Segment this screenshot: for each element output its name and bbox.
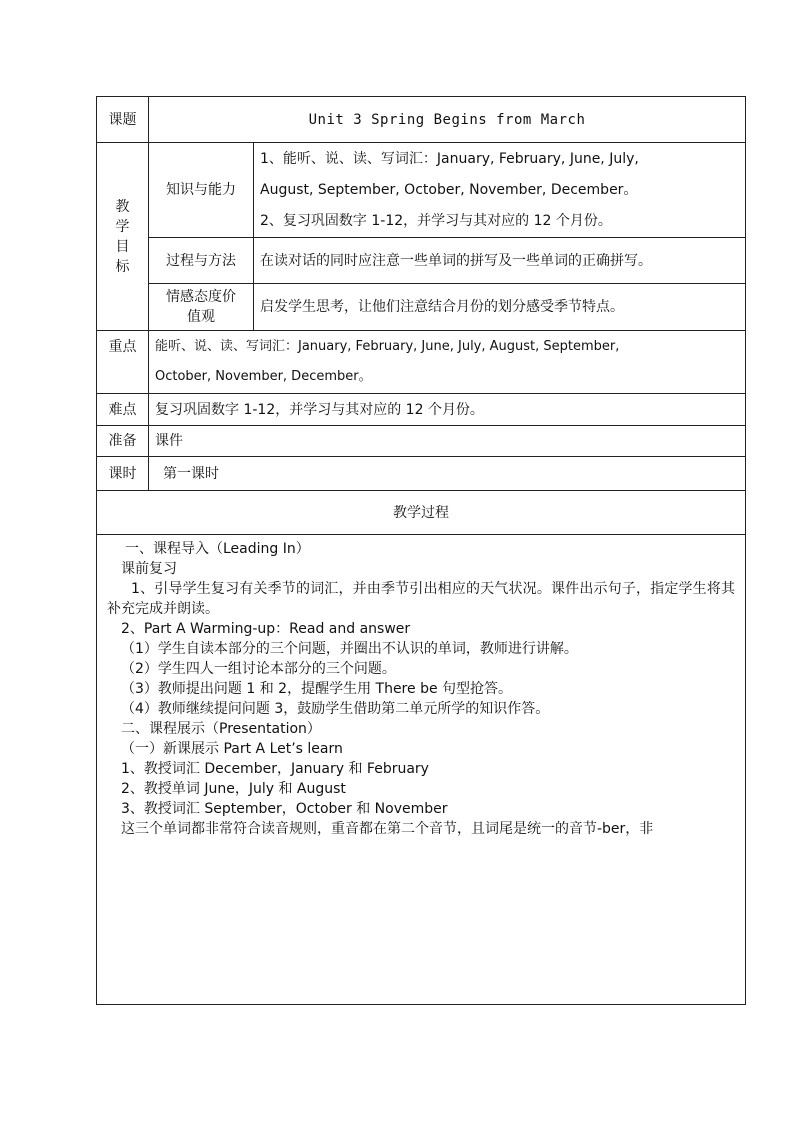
knowledge-content	[254, 143, 746, 238]
goals-char: 教	[115, 198, 130, 215]
knowledge-line: 1、能听、说、读、写词汇：January, February, June, July,	[260, 150, 639, 167]
key-content	[149, 331, 746, 394]
goals-char: 标	[115, 258, 130, 275]
procedure-header-row	[97, 491, 746, 535]
process-label: 过程与方法	[149, 238, 254, 284]
procedure-line: （3）教师提出问题 1 和 2，提醒学生用 There be 句型抢答。	[121, 681, 513, 697]
procedure-line: （1）学生自读本部分的三个问题，并圈出不认识的单词，教师进行讲解。	[121, 641, 578, 657]
emotion-label-line: 情感态度价	[166, 289, 236, 305]
key-label: 重点	[97, 331, 149, 394]
lesson-title: Unit 3 Spring Begins from March	[149, 97, 746, 143]
procedure-content	[97, 535, 746, 1005]
procedure-header: 教学过程	[97, 491, 746, 535]
procedure-line: 2、教授单词 June，July 和 August	[121, 781, 346, 797]
procedure-line: 一、课程导入（Leading In）	[125, 541, 310, 557]
prep-label: 准备	[97, 426, 149, 457]
emotion-label	[149, 284, 254, 331]
period-label: 课时	[97, 457, 149, 491]
knowledge-line: 2、复习巩固数字 1-12，并学习与其对应的 12 个月份。	[260, 212, 612, 229]
goals-label	[97, 143, 149, 331]
period-row	[97, 457, 746, 491]
topic-label: 课题	[97, 97, 149, 143]
topic-row	[97, 97, 746, 143]
procedure-line: （一）新课展示 Part A Let’s learn	[121, 741, 343, 757]
procedure-line: （4）教师继续提问问题 3，鼓励学生借助第二单元所学的知识作答。	[121, 701, 550, 717]
difficulty-content: 复习巩固数字 1-12，并学习与其对应的 12 个月份。	[149, 394, 746, 426]
knowledge-row	[97, 143, 746, 238]
key-line: October, November, December。	[155, 369, 372, 384]
emotion-label-line: 值观	[187, 309, 215, 325]
procedure-paragraph: 1、引导学生复习有关季节的词汇，并由季节引出相应的天气状况。课件出示句子，指定学生将其补充完成并朗读。	[107, 581, 736, 617]
prep-content: 课件	[149, 426, 746, 457]
process-row	[97, 238, 746, 284]
goals-char: 目	[115, 238, 130, 255]
prep-row	[97, 426, 746, 457]
knowledge-line: August, September, October, November, December。	[260, 181, 638, 198]
goals-char: 学	[115, 218, 130, 235]
procedure-row	[97, 535, 746, 1005]
procedure-line: 1、教授词汇 December，January 和 February	[121, 761, 429, 777]
procedure-line: 这三个单词都非常符合读音规则，重音都在第二个音节，且词尾是统一的音节-ber，非	[121, 821, 654, 837]
procedure-line: 2、Part A Warming-up：Read and answer	[121, 621, 411, 637]
procedure-line: （2）学生四人一组讨论本部分的三个问题。	[121, 661, 396, 677]
difficulty-row	[97, 394, 746, 426]
procedure-line: 二、课程展示（Presentation）	[121, 721, 321, 737]
knowledge-label: 知识与能力	[149, 143, 254, 238]
emotion-row	[97, 284, 746, 331]
emotion-content: 启发学生思考，让他们注意结合月份的划分感受季节特点。	[254, 284, 746, 331]
process-content: 在读对话的同时应注意一些单词的拼写及一些单词的正确拼写。	[254, 238, 746, 284]
procedure-line: 课前复习	[121, 561, 177, 577]
procedure-line: 3、教授词汇 September，October 和 November	[121, 801, 448, 817]
period-content: 第一课时	[149, 457, 746, 491]
lesson-plan-table	[96, 96, 746, 1005]
key-line: 能听、说、读、写词汇：January, February, June, July, August, September,	[155, 339, 620, 354]
difficulty-label: 难点	[97, 394, 149, 426]
key-row	[97, 331, 746, 394]
